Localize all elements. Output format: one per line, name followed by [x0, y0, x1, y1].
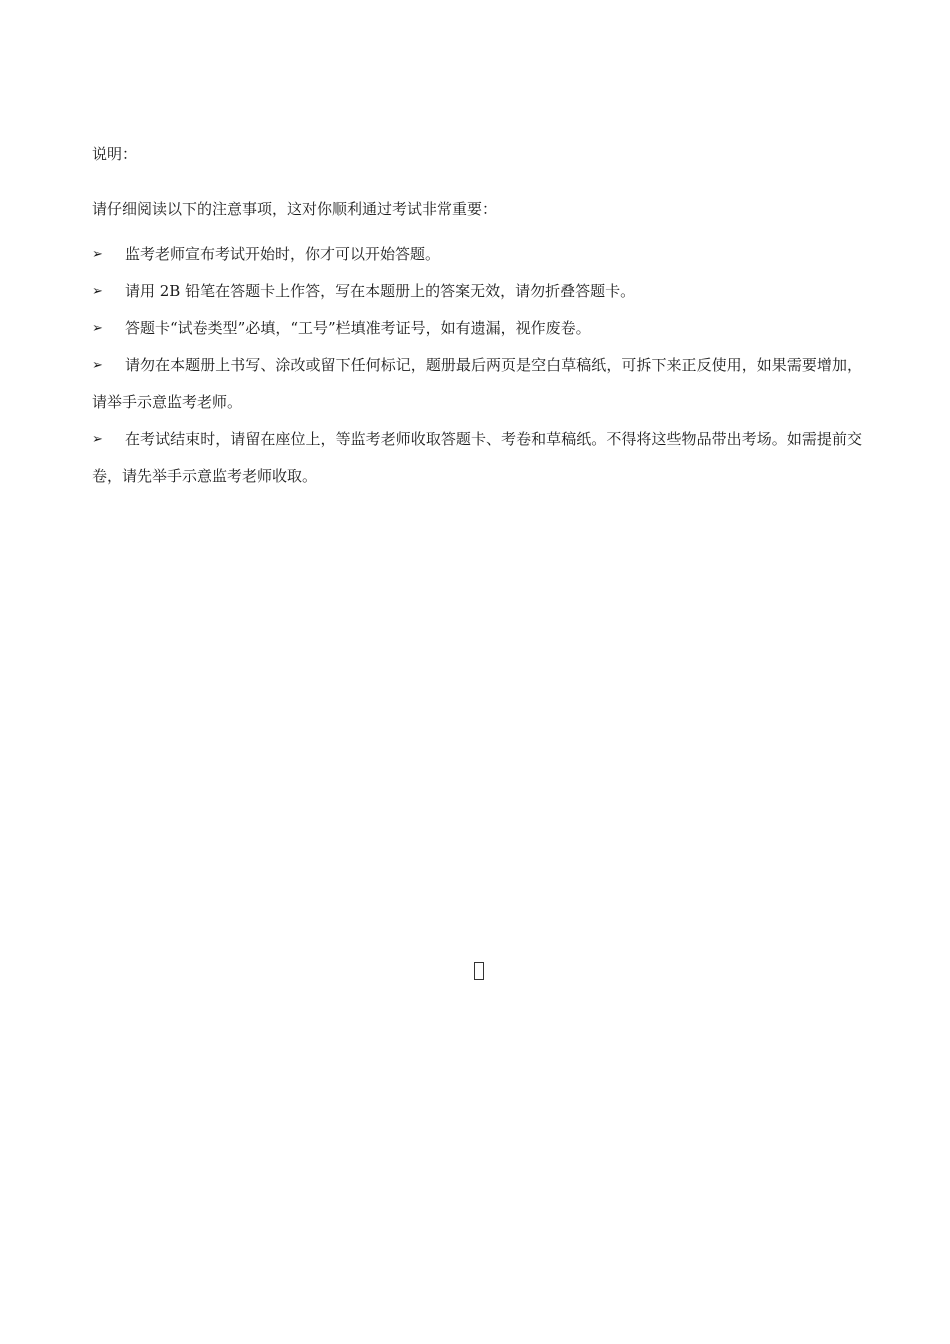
- document-heading: 说明：: [92, 145, 138, 163]
- arrow-bullet-icon: ➢: [92, 247, 103, 262]
- arrow-bullet-icon: ➢: [92, 284, 103, 299]
- list-item: [92, 310, 862, 347]
- arrow-bullet-icon: ➢: [92, 432, 103, 447]
- document-intro: 请仔细阅读以下的注意事项，这对你顺利通过考试非常重要：: [92, 200, 498, 218]
- arrow-bullet-icon: ➢: [92, 321, 103, 336]
- arrow-bullet-icon: ➢: [92, 358, 103, 373]
- list-item: [92, 347, 862, 421]
- list-item: [92, 273, 862, 310]
- missing-glyph-box-icon: [474, 962, 484, 980]
- list-item: [92, 236, 862, 273]
- notice-list: [92, 236, 862, 495]
- list-item: [92, 421, 862, 495]
- notice-text: 在考试结束时，请留在座位上，等监考老师收取答题卡、考卷和草稿纸。不得将这些物品带出考场。如需提前交卷，请先举手示意监考老师收取。: [92, 430, 862, 485]
- notice-text: 答题卡“试卷类型”必填，“工号”栏填准考证号，如有遗漏，视作废卷。: [125, 319, 591, 337]
- notice-text: 请用 2B 铅笔在答题卡上作答，写在本题册上的答案无效，请勿折叠答题卡。: [125, 282, 636, 300]
- notice-text: 请勿在本题册上书写、涂改或留下任何标记，题册最后两页是空白草稿纸，可拆下来正反使用，如果需要增加，请举手示意监考老师。: [92, 356, 862, 411]
- notice-text: 监考老师宣布考试开始时，你才可以开始答题。: [125, 245, 441, 263]
